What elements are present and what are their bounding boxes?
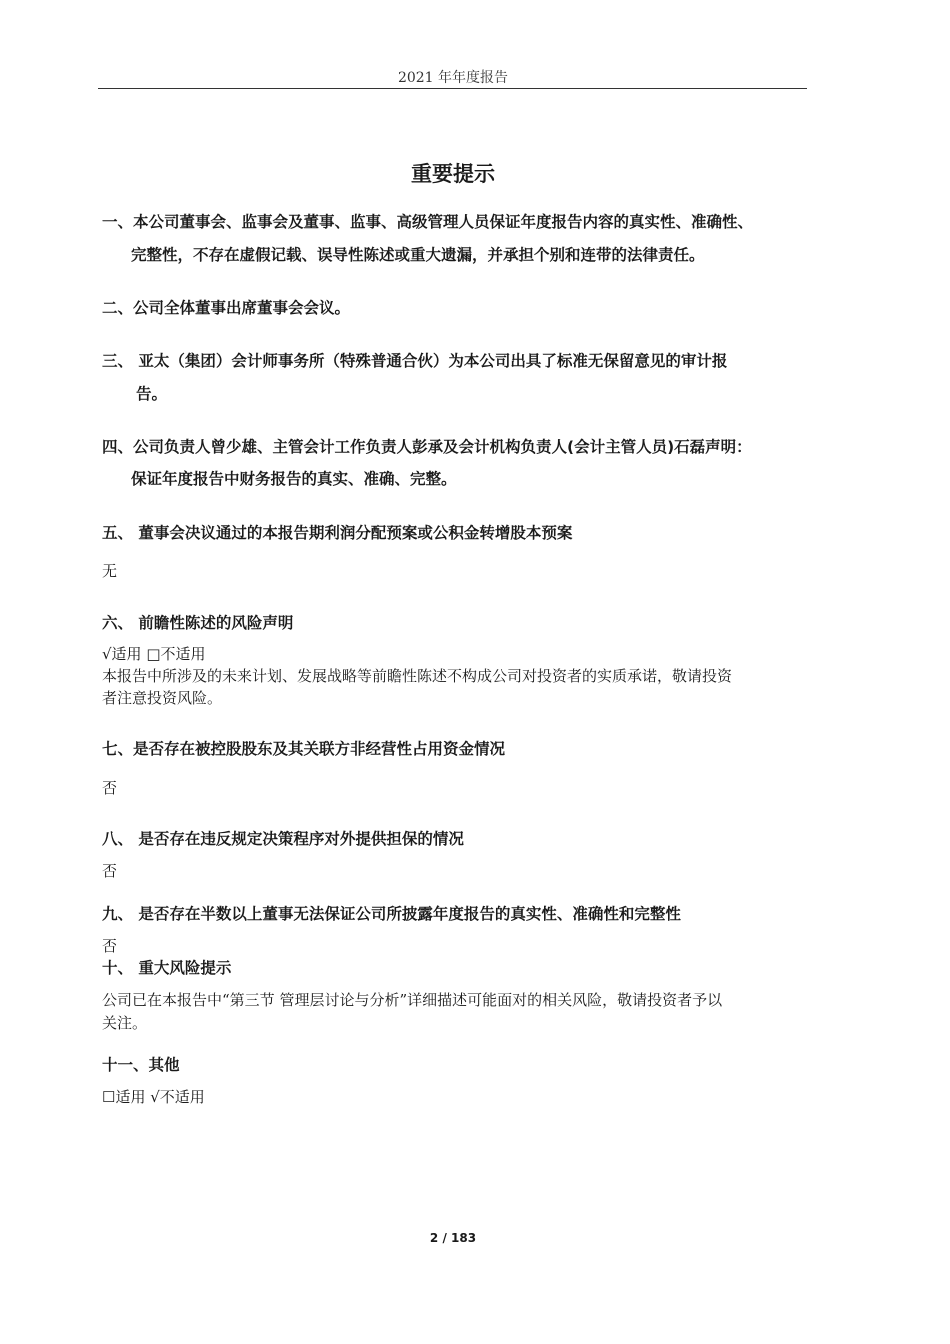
section-10-body-2: 关注。 — [102, 1014, 148, 1032]
section-1-line-1: 一、本公司董事会、监事会及董事、监事、高级管理人员保证年度报告内容的真实性、准确性、 — [102, 213, 754, 231]
page-number: 2 / 183 — [429, 1231, 477, 1245]
section-7-heading: 七、是否存在被控股股东及其关联方非经营性占用资金情况 — [102, 740, 506, 758]
section-6-body-1: 本报告中所涉及的未来计划、发展战略等前瞻性陈述不构成公司对投资者的实质承诺，敬请投资 — [102, 667, 733, 685]
section-11-heading: 十一、其他 — [102, 1056, 180, 1074]
section-8-body: 否 — [102, 862, 118, 880]
section-6-heading: 六、 前瞻性陈述的风险声明 — [102, 614, 294, 632]
section-3-line-1: 三、 亚太（集团）会计师事务所（特殊普通合伙）为本公司出具了标准无保留意见的审计报 — [102, 352, 728, 370]
section-1-line-2: 完整性，不存在虚假记载、误导性陈述或重大遗漏，并承担个别和连带的法律责任。 — [131, 246, 705, 264]
section-10-heading: 十、 重大风险提示 — [102, 959, 232, 977]
section-9-heading: 九、 是否存在半数以上董事无法保证公司所披露年度报告的真实性、准确性和完整性 — [102, 905, 681, 923]
section-11-check: ☐适用 √不适用 — [102, 1088, 205, 1106]
section-9-body: 否 — [102, 937, 118, 955]
section-7-body: 否 — [102, 779, 118, 797]
section-6-body-2: 者注意投资风险。 — [102, 689, 223, 707]
section-5-body: 无 — [102, 562, 118, 580]
page-header: 2021 年年度报告 — [397, 70, 509, 86]
section-4-line-2: 保证年度报告中财务报告的真实、准确、完整。 — [131, 470, 457, 488]
section-6-check: √适用 □不适用 — [102, 645, 206, 663]
header-divider — [98, 88, 807, 89]
section-8-heading: 八、 是否存在违反规定决策程序对外提供担保的情况 — [102, 830, 464, 848]
section-3-line-2: 告。 — [136, 385, 168, 403]
section-5-heading: 五、 董事会决议通过的本报告期利润分配预案或公积金转增股本预案 — [102, 524, 573, 542]
page-title: 重要提示 — [411, 162, 495, 186]
section-4-line-1: 四、公司负责人曾少雄、主管会计工作负责人彭承及会计机构负责人(会计主管人员)石磊声明： — [102, 438, 752, 456]
section-10-body-1: 公司已在本报告中“第三节 管理层讨论与分析”详细描述可能面对的相关风险，敬请投资者予以 — [102, 991, 723, 1009]
section-2-line-1: 二、公司全体董事出席董事会会议。 — [102, 299, 351, 317]
